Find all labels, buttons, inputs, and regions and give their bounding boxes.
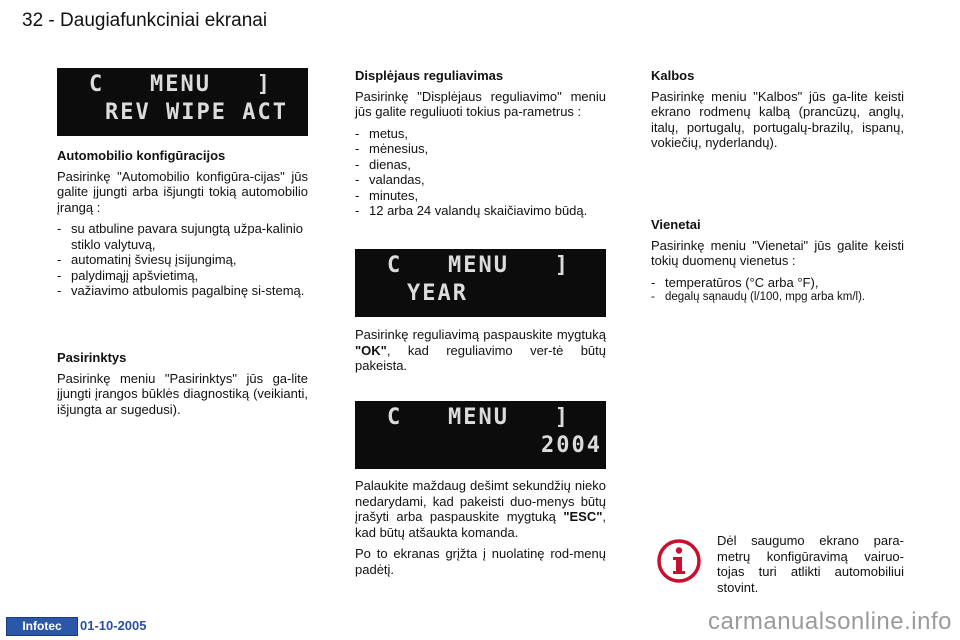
watermark: carmanualsonline.info (708, 608, 952, 635)
lcd-line-menu: C MENU ] (89, 72, 272, 97)
column-middle-ok (355, 327, 606, 380)
header-separator: - (48, 10, 55, 31)
section-heading-options: Pasirinktys (57, 350, 127, 365)
column-right (651, 68, 904, 157)
units-list (651, 275, 904, 306)
lcd-line-menu: C MENU ] (387, 405, 570, 430)
lcd-screen-rev-wipe (57, 68, 308, 136)
lcd-line-value: 2004 (541, 433, 602, 458)
list-item: - mėnesius, (355, 141, 606, 157)
config-list (57, 221, 308, 299)
page-title: Daugiafunkciniai ekranai (60, 10, 268, 31)
paragraph: Pasirinkę meniu "Vienetai" jūs galite keisti tokių duomenų vienetus : (651, 237, 904, 268)
paragraph: Po to ekranas grįžta į nuolatinę rod-menų padėtį. (355, 546, 606, 577)
page-number: 32 (22, 10, 44, 31)
section-heading-units: Vienetai (651, 217, 701, 232)
lcd-screen-2004 (355, 401, 606, 469)
paragraph: Pasirinkę meniu "Pasirinktys" jūs ga-lite įjungti įrangos būklės diagnostiką (veikianti, išjungta ar sugedusi). (57, 370, 308, 417)
lcd-line-value: REV WIPE ACT (105, 100, 288, 125)
list-item: - temperatūros (°C arba °F), (651, 275, 904, 291)
infotec-logo: Infotec (6, 617, 78, 636)
list-item: - minutes, (355, 188, 606, 204)
paragraph: Pasirinkę "Displėjaus reguliavimo" meniu jūs galite reguliuoti tokius pa-rametrus : (355, 88, 606, 119)
section-heading-display-settings: Displėjaus reguliavimas (355, 68, 504, 83)
list-item: - važiavimo atbulomis pagalbinę si-stemą. (57, 283, 308, 299)
list-item: - automatinį šviesų įsijungimą, (57, 252, 308, 268)
safety-note (717, 533, 904, 601)
column-left-section2 (57, 350, 308, 423)
list-item: - valandas, (355, 172, 606, 188)
lcd-line-menu: C MENU ] (387, 253, 570, 278)
section-heading-languages: Kalbos (651, 68, 695, 83)
paragraph-esc: Palaukite maždaug dešimt sekundžių nieko nedarydami, kad pakeisti duo-menys būtų įrašyti arba paspauskite mygtuką "ESC", kad būtų atšaukta komanda. (355, 478, 606, 540)
list-item: - palydimąjį apšvietimą, (57, 268, 308, 284)
info-icon (656, 538, 702, 584)
lcd-screen-year (355, 249, 606, 317)
note-text: Dėl saugumo ekrano para-metrų konfigūravimą vairuo-tojas turi atlikti automobiliui stovint. (717, 533, 904, 595)
paragraph-ok: Pasirinkę reguliavimą paspauskite mygtuką "OK", kad reguliavimo ver-tė būtų pakeista. (355, 327, 606, 373)
lcd-line-value: YEAR (407, 281, 468, 306)
list-item: - dienas, (355, 157, 606, 173)
parameters-list (355, 126, 606, 219)
footer-date: 01-10-2005 (80, 618, 147, 633)
list-item: - metus, (355, 126, 606, 142)
page-header (22, 10, 267, 32)
column-right-units (651, 217, 904, 306)
paragraph: Pasirinkę meniu "Kalbos" jūs ga-lite keisti ekrano rodmenų kalbą (prancūzų, anglų, italų, portugalų, portugalų-brazilų, ispanų, vokiečių, nyderlandų). (651, 88, 904, 150)
key-ok: "OK" (355, 342, 387, 358)
list-item: - degalų sąnaudų (l/100, mpg arba km/l). (651, 290, 904, 306)
column-middle (355, 68, 606, 219)
list-item: - 12 arba 24 valandų skaičiavimo būdą. (355, 203, 606, 219)
column-middle-esc (355, 478, 606, 583)
column-left (57, 148, 308, 299)
section-heading-vehicle-config: Automobilio konfigūracijos (57, 148, 226, 163)
list-item: - su atbuline pavara sujungtą užpa-kalinio stiklo valytuvą, (57, 221, 308, 252)
key-esc: "ESC" (563, 509, 603, 524)
paragraph: Pasirinkę "Automobilio konfigūra-cijas" jūs galite įjungti arba išjungti tokią automobilio įrangą : (57, 168, 308, 215)
